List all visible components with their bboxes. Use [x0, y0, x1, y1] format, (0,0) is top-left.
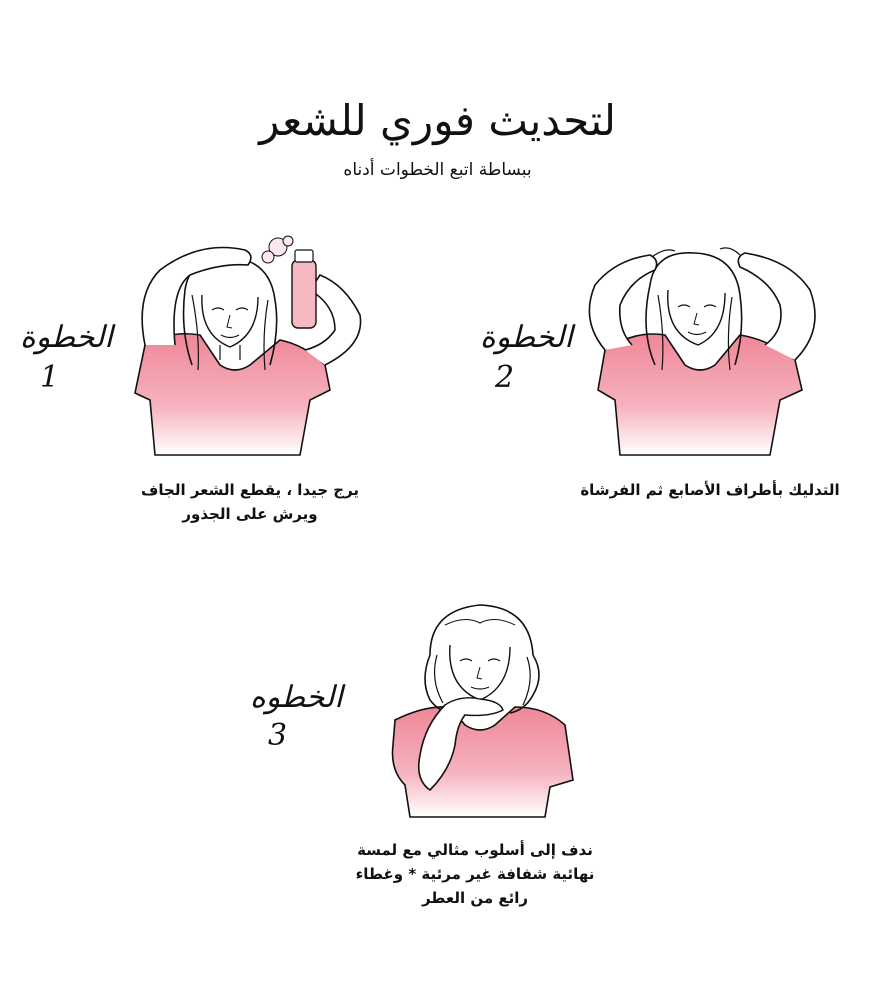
step-2-label: الخطوة [480, 320, 573, 355]
woman-massaging-illustration [580, 235, 840, 460]
step-3-label: الخطوه [250, 680, 343, 715]
step-3-caption-line-3: رائع من العطر [421, 889, 529, 907]
step-1-label: الخطوة [20, 320, 113, 355]
step-1-number: 1 [40, 360, 60, 395]
step-1-caption [120, 478, 380, 526]
step-1-caption-line-2: ويرش على الجذور [182, 505, 318, 523]
step-3-number: 3 [268, 718, 288, 753]
woman-spraying-illustration [130, 235, 380, 460]
step-1-caption-line-1: يرج جيدا ، يقطع الشعر الجاف [140, 481, 360, 499]
step-2-caption-line-1: التدليك بأطراف الأصابع ثم الفرشاة [580, 481, 840, 499]
step-3-caption [330, 838, 620, 910]
page-subtitle: ببساطة اتبع الخطوات أدناه [343, 160, 532, 180]
step-3-caption-line-2: نهائية شفافة غير مرئية * وغطاء [355, 865, 595, 883]
page-title: لتحديث فوري للشعر [259, 96, 616, 145]
woman-posing-illustration [385, 595, 585, 820]
step-3-caption-line-1: ندف إلى أسلوب مثالي مع لمسة [357, 841, 593, 859]
step-2-number: 2 [495, 360, 515, 395]
step-2-caption [570, 478, 850, 502]
